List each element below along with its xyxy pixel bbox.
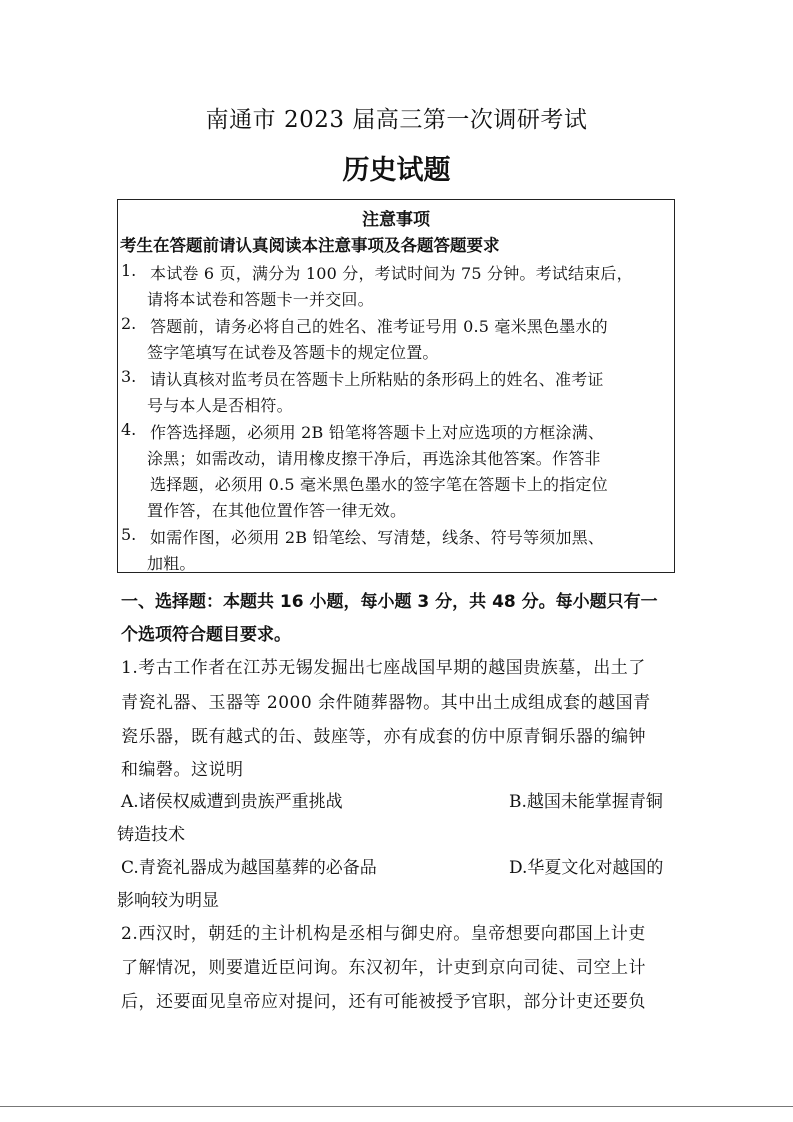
question-line: 1.考古工作者在江苏无锡发掘出七座战国早期的越国贵族墓，出土了 [121, 658, 646, 678]
exam-title: 南通市 2023 届高三第一次调研考试 [205, 107, 588, 133]
notice-item-number: 1. [121, 261, 137, 280]
notice-heading: 注意事项 [362, 210, 430, 230]
notice-item-line: 号与本人是否相符。 [147, 396, 293, 415]
subject-title: 历史试题 [342, 155, 451, 186]
option-a: A.诸侯权威遭到贵族严重挑战 [121, 792, 343, 812]
option-b-continued: 铸造技术 [117, 825, 185, 845]
notice-item-line: 作答选择题，必须用 2B 铅笔将答题卡上对应选项的方框涂满、 [150, 423, 605, 442]
option-d: D.华夏文化对越国的 [509, 858, 664, 878]
notice-item-line: 请认真核对监考员在答题卡上所粘贴的条形码上的姓名、准考证 [150, 370, 604, 389]
section-heading-line: 一、选择题：本题共 16 小题，每小题 3 分，共 48 分。每小题只有一 [121, 592, 658, 612]
notice-item-line: 答题前，请务必将自己的姓名、准考证号用 0.5 毫米黑色墨水的 [150, 317, 608, 336]
notice-item-line: 本试卷 6 页，满分为 100 分，考试时间为 75 分钟。考试结束后， [150, 264, 633, 283]
option-d-continued: 影响较为明显 [117, 891, 219, 911]
question-line: 了解情况，则要遣近臣问询。东汉初年，计吏到京向司徒、司空上计 [121, 958, 646, 978]
notice-item-line: 置作答，在其他位置作答一律无效。 [147, 501, 407, 520]
question-line: 2.西汉时，朝廷的主计机构是丞相与御史府。皇帝想要向郡国上计吏 [121, 924, 646, 944]
notice-item-line: 请将本试卷和答题卡一并交回。 [147, 290, 374, 309]
notice-item-number: 3. [121, 367, 137, 386]
section-heading-line: 个选项符合题目要求。 [121, 625, 291, 645]
question-line: 后，还要面见皇帝应对提问，还有可能被授予官职，部分计吏还要负 [121, 992, 646, 1012]
option-b: B.越国未能掌握青铜 [509, 792, 663, 812]
notice-item-number: 2. [121, 314, 137, 333]
notice-item-line: 加粗。 [147, 554, 196, 573]
notice-item-number: 4. [121, 420, 137, 439]
question-line: 青瓷礼器、玉器等 2000 余件随葬器物。其中出土成组成套的越国青 [121, 693, 651, 713]
question-line: 瓷乐器，既有越式的缶、鼓座等，亦有成套的仿中原青铜乐器的编钟 [121, 727, 646, 747]
option-c: C.青瓷礼器成为越国墓葬的必备品 [121, 858, 377, 878]
question-line: 和编磬。这说明 [121, 760, 244, 780]
page-bottom-rule [0, 1106, 793, 1107]
notice-item-line: 签字笔填写在试卷及答题卡的规定位置。 [147, 343, 439, 362]
notice-item-line: 选择题，必须用 0.5 毫米黑色墨水的签字笔在答题卡上的指定位 [150, 475, 608, 494]
notice-item-line: 涂黑；如需改动，请用橡皮擦干净后，再选涂其他答案。作答非 [147, 449, 601, 468]
notice-subheading: 考生在答题前请认真阅读本注意事项及各题答题要求 [120, 236, 500, 255]
notice-item-number: 5. [121, 525, 137, 544]
notice-box [117, 199, 675, 573]
notice-item-line: 如需作图，必须用 2B 铅笔绘、写清楚，线条、符号等须加黑、 [150, 528, 605, 547]
